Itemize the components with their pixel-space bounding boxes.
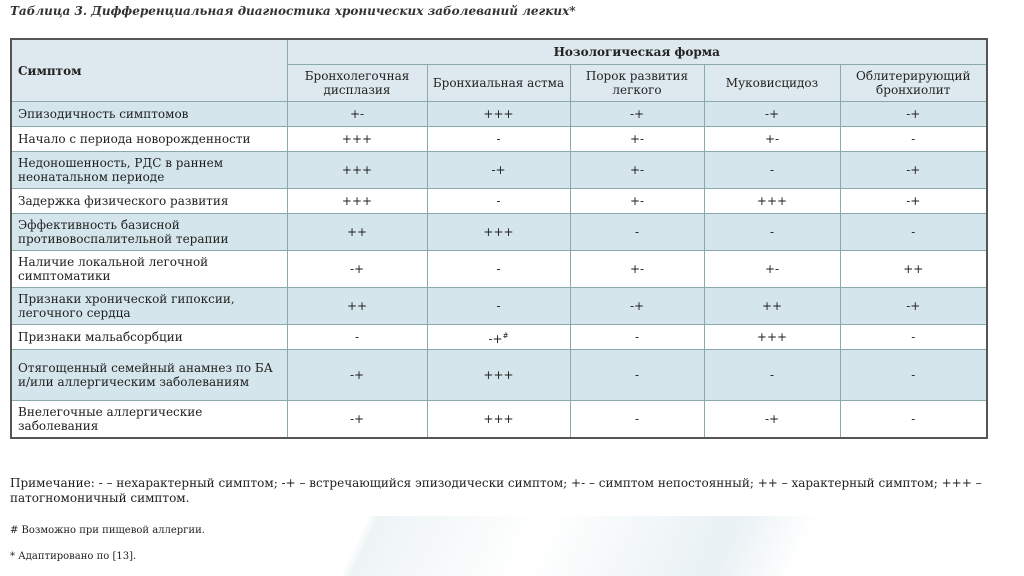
value-cell: ++ — [287, 288, 427, 325]
value-cell: +++ — [427, 350, 570, 401]
column-header-bronchiolitis: Облитерирующий бронхиолит — [840, 65, 987, 102]
value-cell: - — [840, 127, 987, 152]
column-header-bpd: Бронхолегочная дисплазия — [287, 65, 427, 102]
symptom-column-header: Симптом — [11, 39, 287, 102]
value-cell: +++ — [427, 214, 570, 251]
value-cell: ++ — [704, 288, 840, 325]
table-row — [11, 214, 987, 251]
footnote-source: * Адаптировано по [13]. — [10, 551, 137, 562]
value-cell: - — [427, 288, 570, 325]
value-cell: - — [840, 214, 987, 251]
value-cell: - — [570, 350, 704, 401]
footnote-allergy: # Возможно при пищевой аллергии. — [10, 525, 205, 536]
column-header-cystic-fibrosis: Муковисцидоз — [704, 65, 840, 102]
value-cell: +++ — [287, 189, 427, 214]
value-cell — [427, 325, 570, 350]
table-row — [11, 350, 987, 401]
table-row — [11, 288, 987, 325]
value-cell: +++ — [704, 189, 840, 214]
symptom-cell: Задержка физического развития — [11, 189, 287, 214]
table-caption: Таблица 3. Дифференциальная диагностика хронических заболеваний легких* — [10, 4, 576, 18]
table-row — [11, 189, 987, 214]
column-header-asthma: Бронхиальная астма — [427, 65, 570, 102]
symptom-cell: Недоношенность, РДС в раннем неонатальном периоде — [11, 152, 287, 189]
value-cell: - — [570, 401, 704, 439]
value-cell: -+ — [287, 251, 427, 288]
value-cell: +- — [287, 102, 427, 127]
table-row — [11, 102, 987, 127]
legend-note: Примечание: - – нехарактерный симптом; -+ – встречающийся эпизодически симптом; +- – симптом непостоянный; ++ – характерный симптом; +++ – патогномоничный симптом. — [10, 476, 982, 505]
value-cell: -+ — [704, 102, 840, 127]
value-cell: +++ — [287, 127, 427, 152]
value-text: -+ — [488, 331, 503, 346]
value-cell: - — [570, 214, 704, 251]
value-cell: ++ — [287, 214, 427, 251]
value-cell: +- — [570, 251, 704, 288]
value-cell: -+ — [570, 288, 704, 325]
value-cell: -+ — [570, 102, 704, 127]
value-cell: ++ — [840, 251, 987, 288]
value-cell: - — [570, 325, 704, 350]
symptom-cell: Отягощенный семейный анамнез по БА и/или аллергическим заболеваниям — [11, 350, 287, 401]
value-cell: +- — [704, 127, 840, 152]
symptom-cell: Эффективность базисной противовоспалительной терапии — [11, 214, 287, 251]
value-cell: +++ — [427, 401, 570, 439]
value-cell: - — [287, 325, 427, 350]
value-cell: - — [840, 350, 987, 401]
table-row — [11, 401, 987, 439]
value-cell: -+ — [840, 102, 987, 127]
table-row — [11, 127, 987, 152]
value-cell: - — [704, 214, 840, 251]
value-cell: -+ — [427, 152, 570, 189]
value-cell: +- — [570, 152, 704, 189]
diagnosis-table — [10, 38, 988, 439]
table-row — [11, 251, 987, 288]
value-cell: - — [840, 401, 987, 439]
value-cell: -+ — [840, 152, 987, 189]
value-cell: -+ — [287, 350, 427, 401]
footnote-marker: # — [502, 331, 509, 340]
value-cell: - — [427, 251, 570, 288]
value-cell: - — [704, 350, 840, 401]
value-cell: -+ — [840, 288, 987, 325]
symptom-cell: Наличие локальной легочной симптоматики — [11, 251, 287, 288]
table-row — [11, 325, 987, 350]
value-cell: +++ — [427, 102, 570, 127]
value-cell: -+ — [287, 401, 427, 439]
symptom-cell: Эпизодичность симптомов — [11, 102, 287, 127]
value-cell: - — [427, 127, 570, 152]
value-cell: -+ — [704, 401, 840, 439]
symptom-cell: Признаки мальабсорбции — [11, 325, 287, 350]
table-row — [11, 152, 987, 189]
symptom-cell: Внелегочные аллергические заболевания — [11, 401, 287, 439]
value-cell: - — [704, 152, 840, 189]
value-cell: +++ — [704, 325, 840, 350]
value-cell: +++ — [287, 152, 427, 189]
value-cell: +- — [570, 127, 704, 152]
symptom-cell: Признаки хронической гипоксии, легочного сердца — [11, 288, 287, 325]
symptom-cell: Начало с периода новорожденности — [11, 127, 287, 152]
value-cell: -+ — [840, 189, 987, 214]
value-cell: - — [840, 325, 987, 350]
column-header-malformation: Порок развития легкого — [570, 65, 704, 102]
value-cell: +- — [704, 251, 840, 288]
nosology-group-header: Нозологическая форма — [287, 39, 987, 65]
value-cell: - — [427, 189, 570, 214]
value-cell: +- — [570, 189, 704, 214]
